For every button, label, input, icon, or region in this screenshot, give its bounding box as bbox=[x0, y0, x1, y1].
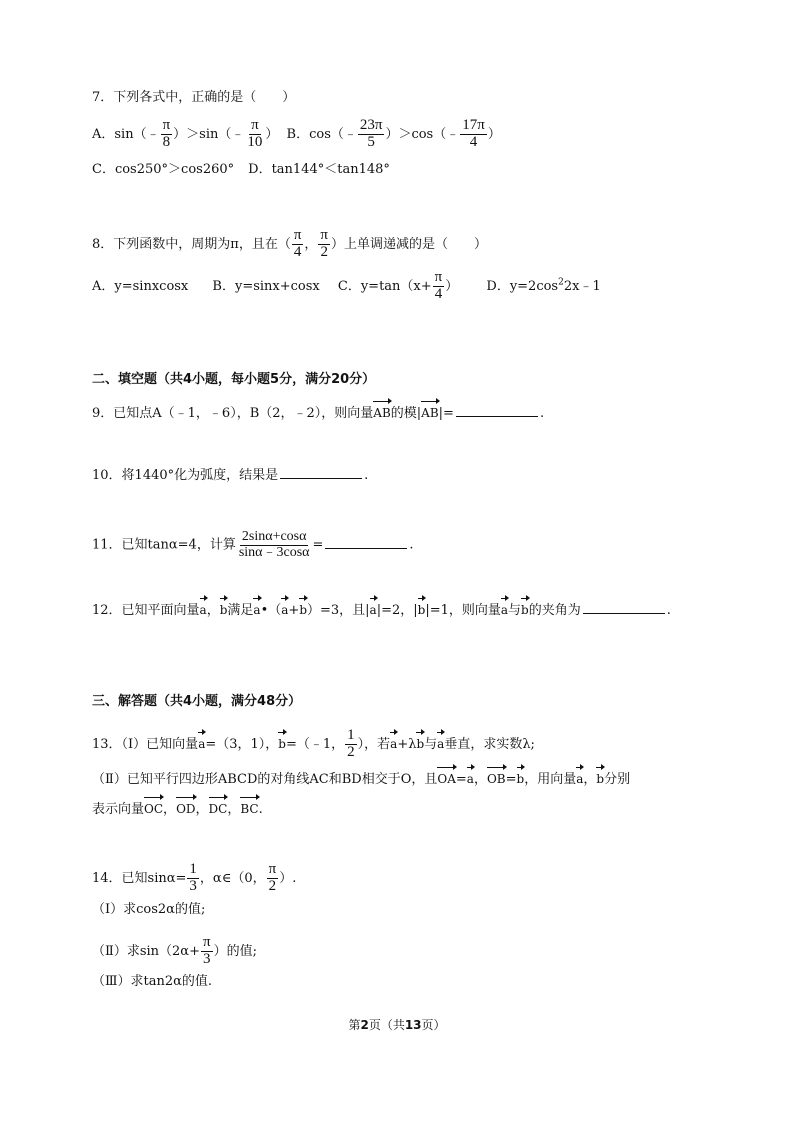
q8-c: C．y=tan（x+ bbox=[337, 278, 432, 294]
numerator: 17π bbox=[462, 117, 485, 133]
answer-blank[interactable] bbox=[456, 402, 538, 417]
denominator: 2 bbox=[268, 877, 277, 894]
numerator: π bbox=[434, 269, 443, 285]
fraction bbox=[358, 118, 385, 151]
vector: b bbox=[416, 731, 424, 754]
denominator: sinα﹣3cosα bbox=[238, 544, 310, 560]
vector: b bbox=[517, 766, 525, 789]
vector: b bbox=[521, 597, 529, 620]
vector: AB bbox=[373, 400, 390, 423]
q7-options-ab: A．sin（﹣ $\frac{\pi}{8}$ ）＞sin（﹣ $\frac{\pi}{10}$ ） B．cos（﹣ $\frac{23\pi}{5}$ ）＞cos（﹣ $\frac{17\pi}{4}$ ） bbox=[92, 117, 501, 150]
fraction bbox=[245, 118, 264, 151]
q13-part2-cont: 表示向量OC，OD，DC，BC. bbox=[92, 796, 263, 820]
numerator: π bbox=[251, 117, 259, 133]
numerator: 1 bbox=[347, 727, 355, 743]
numerator: 1 bbox=[189, 861, 197, 877]
q13-part2: （Ⅱ）已知平行四边形ABCD的对角线AC和BD相交于O，且OA=a，OB=b，用向量a，b分别 bbox=[92, 766, 630, 790]
vector: a bbox=[467, 766, 474, 789]
vector: b bbox=[299, 597, 307, 620]
q12: 12．已知平面向量a，b满足a•（a+b）=3，且|a|=2，|b|=1，则向量a与b的夹角为 . bbox=[92, 597, 671, 621]
denominator: 3 bbox=[189, 877, 197, 894]
vector: a bbox=[576, 766, 583, 789]
vector: OC bbox=[144, 796, 163, 819]
q10: 10．将1440°化为弧度，结果是 . bbox=[92, 464, 368, 486]
q7-c: C．cos250°＞cos260° bbox=[92, 162, 235, 177]
q11: 11．已知tanα=4，计算 $\frac{2\sin\alpha+\cos\alpha}{\sin\alpha﹣3\cos\alpha}$ = . bbox=[92, 529, 414, 560]
q7-b-label: B．cos（﹣ bbox=[286, 126, 357, 142]
fraction bbox=[187, 862, 199, 895]
vector: b bbox=[278, 731, 286, 754]
page-footer: 第2页（共13页） bbox=[348, 1018, 446, 1032]
vector: OD bbox=[176, 796, 195, 819]
vector: b bbox=[596, 766, 604, 789]
vector: BC bbox=[240, 796, 258, 819]
q14-part3: （Ⅲ）求tan2α的值. bbox=[92, 974, 213, 989]
denominator: 8 bbox=[162, 133, 171, 150]
q14-stem: 14．已知sinα= $\frac{1}{3}$ ，α∈（0， $\frac{\pi}{2}$ ）. bbox=[92, 861, 297, 894]
fraction bbox=[201, 935, 213, 968]
numerator: π bbox=[293, 227, 302, 243]
fraction bbox=[433, 270, 445, 303]
fraction bbox=[161, 118, 173, 151]
answer-blank[interactable] bbox=[325, 534, 407, 549]
denominator: 3 bbox=[203, 950, 211, 967]
q14-part2: （Ⅱ）求sin（2α+ $\frac{\pi}{3}$ ）的值; bbox=[92, 934, 257, 967]
denominator: 5 bbox=[367, 133, 375, 150]
denominator: 10 bbox=[247, 133, 263, 150]
numerator: π bbox=[202, 934, 211, 950]
q7-stem: 7．下列各式中，正确的是（ ） bbox=[92, 90, 296, 105]
numerator: π bbox=[268, 861, 277, 877]
vector: a bbox=[281, 597, 288, 620]
q8-options: A．y=sinxcosx B．y=sinx+cosx C．y=tan（x+ $\frac{\pi}{4}$ ） D．$y=2\cos^22x﹣1$ bbox=[92, 269, 601, 302]
fraction bbox=[318, 228, 330, 261]
q14-part1: （Ⅰ）求cos2α的值; bbox=[92, 902, 206, 917]
page-number: 2 bbox=[360, 1018, 369, 1032]
q8-a: A．y=sinxcosx bbox=[92, 278, 189, 294]
page-total: 13 bbox=[404, 1018, 422, 1032]
q13-part1: 13．（Ⅰ）已知向量a=（3，1），b=（﹣1， $\frac{1}{2}$ ），若a+λb与a垂直，求实数λ; bbox=[92, 727, 535, 760]
fraction bbox=[460, 118, 487, 151]
numerator: 2sinα+cosα bbox=[241, 529, 307, 544]
q7-options-cd bbox=[92, 160, 390, 180]
fraction bbox=[237, 530, 312, 560]
q8-d: D．y=2cos bbox=[486, 278, 559, 294]
vector: a bbox=[501, 597, 508, 620]
vector: OB bbox=[487, 766, 506, 789]
q7-a-label: A．sin（﹣ bbox=[92, 126, 160, 142]
section-heading-fill-in: 二、填空题（共4小题，每小题5分，满分20分） bbox=[92, 372, 376, 387]
denominator: 4 bbox=[469, 133, 478, 150]
vector: a bbox=[390, 731, 397, 754]
vector: b bbox=[220, 597, 228, 620]
answer-blank[interactable] bbox=[583, 599, 665, 614]
fraction bbox=[267, 862, 279, 895]
denominator: 4 bbox=[293, 243, 302, 260]
q7-d: D．tan144°＜tan148° bbox=[248, 162, 390, 177]
denominator: 4 bbox=[434, 285, 443, 302]
vector: a bbox=[370, 597, 377, 620]
denominator: 2 bbox=[320, 243, 328, 260]
vector: a bbox=[198, 731, 205, 754]
vector: a bbox=[253, 597, 260, 620]
fraction bbox=[292, 228, 304, 261]
answer-blank[interactable] bbox=[280, 464, 362, 479]
numerator: π bbox=[162, 117, 171, 133]
vector: OA bbox=[437, 766, 456, 789]
q8-stem: 8．下列函数中，周期为π，且在（ $\frac{\pi}{4}$ ， $\frac{\pi}{2}$ ）上单调递减的是（ ） bbox=[92, 227, 488, 260]
vector: a bbox=[200, 597, 207, 620]
vector: DC bbox=[209, 796, 228, 819]
q9: 9．已知点A（﹣1，﹣6），B（2，﹣2），则向量AB的模|AB|= . bbox=[92, 400, 544, 424]
denominator: 2 bbox=[347, 743, 355, 760]
vector: b bbox=[418, 597, 426, 620]
numerator: 23π bbox=[359, 117, 383, 133]
numerator: π bbox=[320, 227, 328, 243]
fraction bbox=[345, 728, 357, 761]
vector: a bbox=[437, 731, 444, 754]
vector: AB bbox=[421, 400, 438, 423]
section-heading-solutions: 三、解答题（共4小题，满分48分） bbox=[92, 694, 302, 709]
q8-b: B．y=sinx+cosx bbox=[212, 278, 320, 294]
